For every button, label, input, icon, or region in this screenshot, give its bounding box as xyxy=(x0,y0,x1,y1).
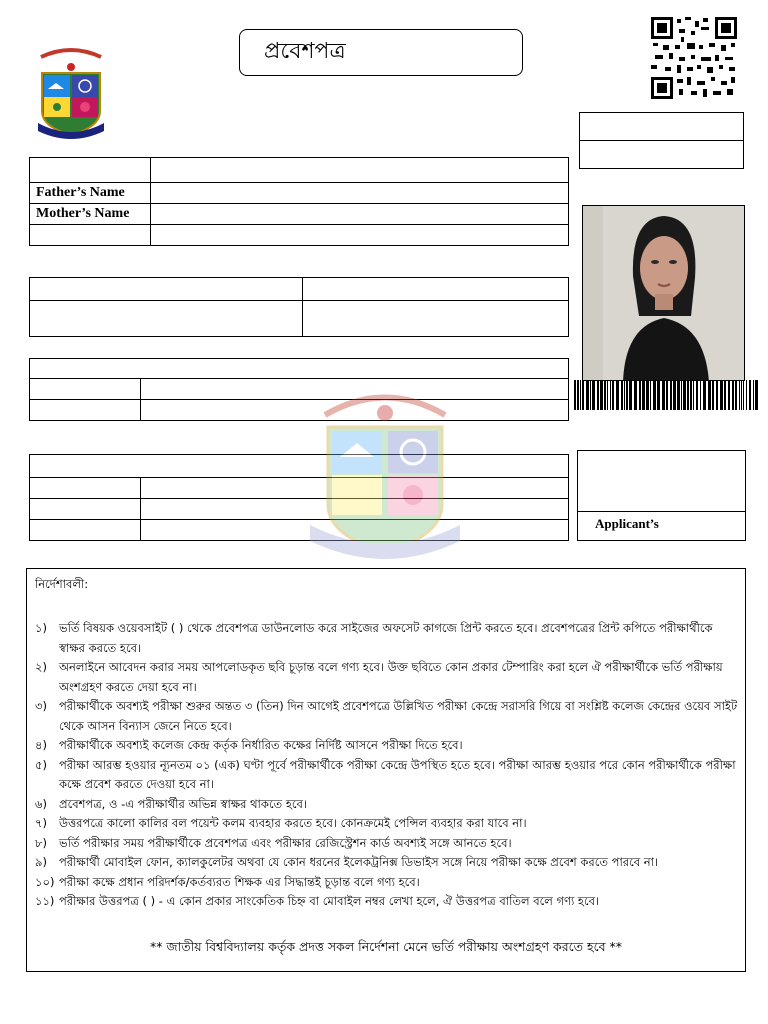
instruction-item xyxy=(35,736,739,756)
instruction-number: ১) xyxy=(35,621,47,635)
instruction-item xyxy=(35,834,739,854)
instruction-text: পরীক্ষা আরম্ভ হওয়ার ন্যূনতম ০১ (এক) ঘণ্টা পূর্বে পরীক্ষার্থীকে পরীক্ষা কেন্দ্রে উপস্থিত হতে হবে। পরীক্ষা আরম্ভ হওয়ার পরে কোন পরীক্ষার্থীকে পরীক্ষা কক্ষে প্রবেশ করতে দেওয়া হবে না। xyxy=(59,757,736,791)
instruction-number: ৩) xyxy=(35,699,47,713)
instruction-number: ৯) xyxy=(35,855,47,869)
instruction-text: পরীক্ষার উত্তরপত্র ( ) - এ কোন প্রকার সাংকেতিক চিহ্ন বা মোবাইল নম্বর লেখা হলে, ঐ উত্তরপত্র বাতিল বলে গণ্য হবে। xyxy=(59,894,600,908)
instruction-number: ৬) xyxy=(35,796,47,811)
roll-box-bottom xyxy=(579,139,744,169)
instruction-item xyxy=(35,697,739,736)
university-logo xyxy=(32,45,110,143)
instruction-text: প্রবেশপত্র, ও -এ পরীক্ষার্থীর অভিন্ন স্বাক্ষর থাকতে হবে। xyxy=(59,796,308,811)
instruction-item xyxy=(35,853,739,873)
instruction-item xyxy=(35,756,739,795)
applicant-photo xyxy=(582,205,745,381)
instruction-item xyxy=(35,814,739,834)
admit-card-title: প্রবেশপত্র xyxy=(239,29,523,76)
instruction-number: ৫) xyxy=(35,757,47,772)
barcode xyxy=(572,380,758,410)
instruction-text: পরীক্ষার্থীকে অবশ্যই কলেজ কেন্দ্র কর্তৃক নির্ধারিত কক্ষের নির্দিষ্ট আসনে পরীক্ষা দিতে হবে। xyxy=(59,738,463,752)
extra-label-cell xyxy=(30,225,151,246)
instruction-item xyxy=(35,619,739,658)
instruction-item xyxy=(35,873,739,893)
exam-info-value-2 xyxy=(303,301,569,337)
instruction-text: পরীক্ষার্থীকে অবশ্যই পরীক্ষা শুরুর অন্তত ৩ (তিন) দিন আগেই প্রবেশপত্রে উল্লিখিত পরীক্ষা কেন্দ্রে সরাসরি গিয়ে বা সংশ্লিষ্ট কলেজ কেন্দ্রের ওয়েব সাইট থেকে আসন বিন্যাস জেনে নিতে হবে। xyxy=(59,699,738,733)
name-value-cell xyxy=(151,158,569,183)
instruction-text: পরীক্ষার্থী মোবাইল ফোন, ক্যালকুলেটর অথবা যে কোন ধরনের ইলেকট্রনিক্স ডিভাইস সঙ্গে নিয়ে পরীক্ষা কক্ষে প্রবেশ করতে পারবে না। xyxy=(59,855,659,869)
instruction-number: ৭) xyxy=(35,816,47,830)
extra-value-cell xyxy=(151,225,569,246)
mothers-name-label: Mother’s Name xyxy=(30,204,151,225)
exam-info-label-1 xyxy=(30,278,303,301)
centre-info-table xyxy=(29,358,569,421)
instruction-text: অনলাইনে আবেদন করার সময় আপলোডকৃত ছবি চূড়ান্ত বলে গণ্য হবে। উক্ত ছবিতে কোন প্রকার টেম্পারিং করা হলে ঐ পরীক্ষার্থীকে ভর্তি পরীক্ষায় অংশগ্রহণ করতে দেয়া হবে না। xyxy=(59,660,723,694)
exam-info-value-1 xyxy=(30,301,303,337)
instruction-text: ভর্তি বিষয়ক ওয়েবসাইট ( ) থেকে প্রবেশপত্র ডাউনলোড করে সাইজের অফসেট কাগজে প্রিন্ট করতে হবে। প্রবেশপত্রের প্রিন্ট কপিতে পরীক্ষার্থীকে স্বাক্ষর করতে হবে। xyxy=(59,621,713,655)
instruction-text: পরীক্ষা কক্ষে প্রধান পরিদর্শক/কর্তব্যরত শিক্ষক এর সিদ্ধান্তই চূড়ান্ত বলে গণ্য হবে। xyxy=(59,874,420,889)
instruction-number: ১১) xyxy=(35,894,55,908)
signature-box xyxy=(577,450,746,541)
instruction-item xyxy=(35,892,739,912)
instruction-item xyxy=(35,795,739,815)
subject-label-2 xyxy=(30,499,141,520)
exam-info-label-2 xyxy=(303,278,569,301)
roll-box-top xyxy=(579,112,744,141)
qr-code xyxy=(651,17,737,99)
fathers-name-value xyxy=(151,183,569,204)
centre-info-header xyxy=(30,359,569,379)
fathers-name-label: Father’s Name xyxy=(30,183,151,204)
centre-label-1 xyxy=(30,379,141,400)
instructions-heading: নির্দেশাবলী: xyxy=(35,577,89,591)
name-label-cell xyxy=(30,158,151,183)
instruction-text: উত্তরপত্রে কালো কালির বল পয়েন্ট কলম ব্যবহার করতে হবে। কোনক্রমেই পেন্সিল ব্যবহার করা যাবে না। xyxy=(59,816,527,830)
subject-info-table xyxy=(29,454,569,541)
instructions-list xyxy=(35,619,739,912)
instruction-item xyxy=(35,658,739,697)
personal-info-table xyxy=(29,157,569,246)
instructions-footer: ** জাতীয় বিশ্ববিদ্যালয় কর্তৃক প্রদত্ত সকল নির্দেশনা মেনে ভর্তি পরীক্ষায় অংশগ্রহণ করতে হবে ** xyxy=(149,939,623,954)
instruction-number: ২) xyxy=(35,660,47,674)
subject-label-1 xyxy=(30,478,141,499)
instructions-box xyxy=(26,568,746,972)
mothers-name-value xyxy=(151,204,569,225)
subject-info-header xyxy=(30,455,569,478)
signature-line xyxy=(578,511,745,512)
subject-label-3 xyxy=(30,520,141,541)
exam-info-table xyxy=(29,277,569,337)
centre-label-2 xyxy=(30,400,141,421)
instruction-number: ১০) xyxy=(35,874,55,889)
watermark-logo xyxy=(300,385,470,570)
instruction-number: ৮) xyxy=(35,835,47,850)
instruction-text: ভর্তি পরীক্ষার সময় পরীক্ষার্থীকে প্রবেশপত্র এবং পরীক্ষার রেজিস্ট্রেশন কার্ড অবশ্যই সঙ্গে আনতে হবে। xyxy=(59,835,512,850)
instruction-number: ৪) xyxy=(35,738,47,752)
signature-label: Applicant’s xyxy=(595,516,659,531)
